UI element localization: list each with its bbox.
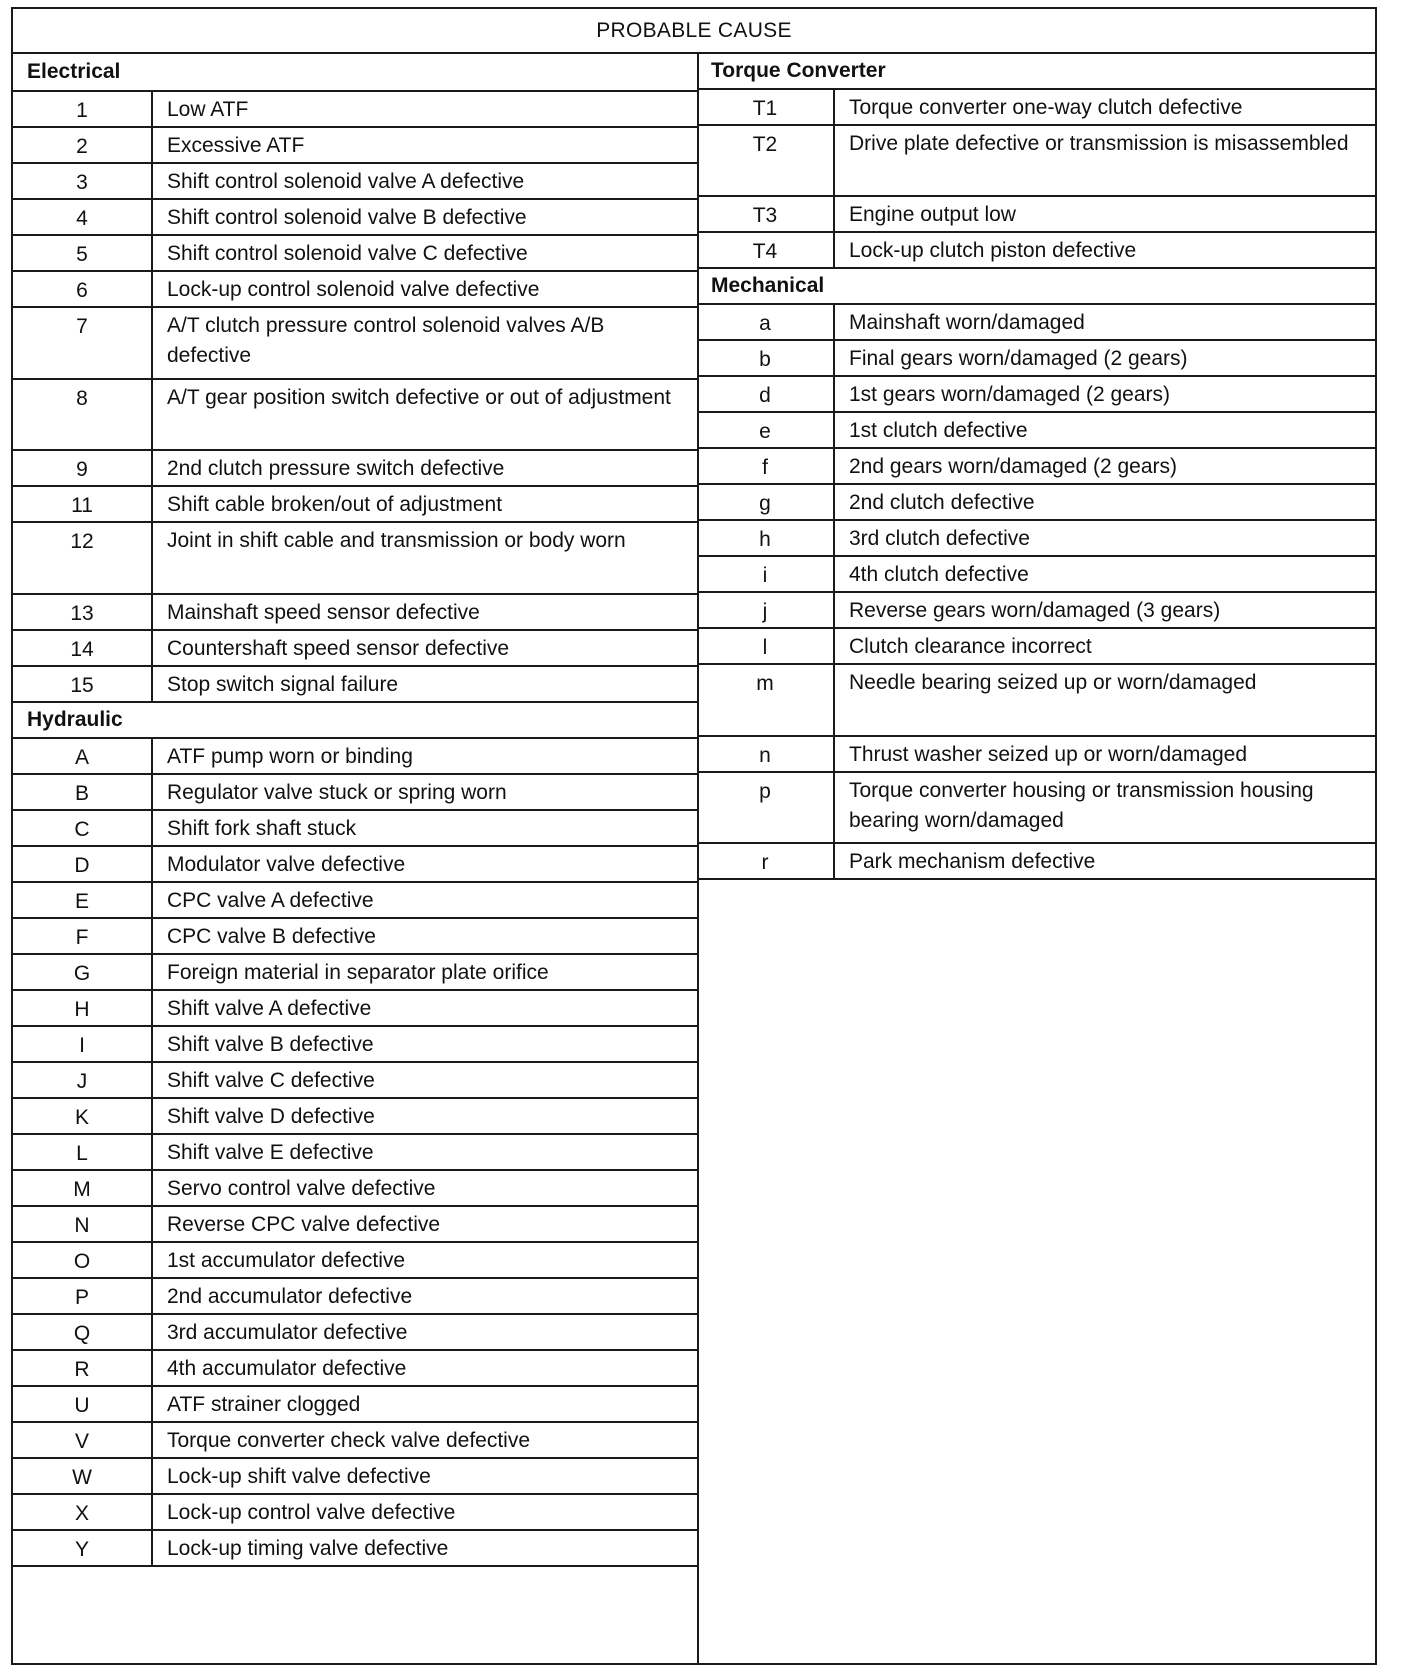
table-row [697,485,1377,521]
cause-code: P [13,1279,153,1313]
table-row [13,883,697,919]
cause-code: L [13,1135,153,1169]
cause-description: A/T gear position switch defective or out of adjustment [167,386,671,409]
cause-code: 4 [13,200,153,234]
table-row [697,521,1377,557]
table-row [13,1243,697,1279]
table-row [13,595,697,631]
cause-code: 5 [13,236,153,270]
cause-code: T2 [697,126,835,195]
table-row [13,631,697,667]
cause-code: X [13,1495,153,1529]
cause-description: Shift valve A defective [167,997,372,1020]
table-row [697,413,1377,449]
table-row [697,449,1377,485]
cause-description: 1st clutch defective [849,419,1028,442]
cause-code: p [697,773,835,842]
cause-code: 1 [13,92,153,126]
cause-code: 8 [13,380,153,449]
cause-description: Modulator valve defective [167,853,406,876]
table-row [13,128,697,164]
cause-description: Mainshaft worn/damaged [849,311,1085,334]
table-row [13,1387,697,1423]
table-row [13,667,697,703]
cause-description: 3rd accumulator defective [167,1321,408,1344]
cause-code: 11 [13,487,153,521]
cause-description: Shift control solenoid valve C defective [167,242,528,265]
cause-description: Shift valve B defective [167,1033,374,1056]
cause-code: D [13,847,153,881]
cause-code: Q [13,1315,153,1349]
cause-description: Torque converter one-way clutch defective [849,96,1243,119]
cause-description: Thrust washer seized up or worn/damaged [849,743,1248,766]
cause-description: ATF strainer clogged [167,1393,361,1416]
table-row [13,236,697,272]
cause-description: Servo control valve defective [167,1177,436,1200]
table-row [13,991,697,1027]
cause-code: l [697,629,835,663]
cause-description: Stop switch signal failure [167,673,399,696]
cause-description: Lock-up clutch piston defective [849,239,1137,262]
table-row [13,1207,697,1243]
cause-code: 14 [13,631,153,665]
cause-code: T3 [697,197,835,231]
cause-description: 2nd gears worn/damaged (2 gears) [849,455,1178,478]
cause-code: G [13,955,153,989]
cause-description: Lock-up control solenoid valve defective [167,278,540,301]
table-title: PROBABLE CAUSE [13,9,1375,54]
table-row [697,90,1377,126]
table-row [13,1531,697,1567]
cause-code: A [13,739,153,773]
table-row [13,739,697,775]
table-row [13,1063,697,1099]
table-row [697,305,1377,341]
cause-description: 2nd clutch pressure switch defective [167,457,505,480]
cause-code: n [697,737,835,771]
table-row [13,1315,697,1351]
section-heading-torque-converter: Torque Converter [697,54,1377,90]
cause-code: 15 [13,667,153,701]
cause-description: Shift valve E defective [167,1141,374,1164]
cause-description: Mainshaft speed sensor defective [167,601,480,624]
table-row [697,557,1377,593]
table-row [13,1495,697,1531]
table-row [13,955,697,991]
cause-description: Reverse CPC valve defective [167,1213,441,1236]
cause-code: Y [13,1531,153,1565]
table-row [13,1423,697,1459]
table-row [13,272,697,308]
left-column [13,54,699,1665]
cause-code: m [697,665,835,735]
table-row [13,164,697,200]
cause-description: 1st gears worn/damaged (2 gears) [849,383,1170,406]
cause-code: U [13,1387,153,1421]
cause-code: 6 [13,272,153,306]
cause-description: Low ATF [167,98,249,121]
cause-description: 4th accumulator defective [167,1357,407,1380]
cause-description: Shift valve D defective [167,1105,375,1128]
table-row [13,92,697,128]
cause-description: Drive plate defective or transmission is misassembled [849,132,1349,155]
cause-code: T1 [697,90,835,124]
cause-description: Shift valve C defective [167,1069,375,1092]
cause-code: N [13,1207,153,1241]
table-row [697,665,1377,737]
cause-description: Torque converter check valve defective [167,1429,531,1452]
cause-code: C [13,811,153,845]
cause-description: Torque converter housing or transmission housing bearing worn/damaged [849,779,1314,832]
cause-code: J [13,1063,153,1097]
table-row [13,487,697,523]
cause-code: i [697,557,835,591]
cause-description: CPC valve B defective [167,925,376,948]
cause-code: W [13,1459,153,1493]
cause-description: Foreign material in separator plate orifice [167,961,549,984]
cause-description: Shift control solenoid valve A defective [167,170,525,193]
table-row [13,1099,697,1135]
table-row [13,919,697,955]
cause-code: 13 [13,595,153,629]
cause-description: Regulator valve stuck or spring worn [167,781,507,804]
section-heading-mechanical: Mechanical [697,269,1377,305]
table-row [13,1135,697,1171]
cause-code: 3 [13,164,153,198]
cause-description: Lock-up control valve defective [167,1501,456,1524]
cause-code: K [13,1099,153,1133]
cause-code: h [697,521,835,555]
table-row [697,773,1377,844]
cause-description: 2nd accumulator defective [167,1285,413,1308]
cause-code: d [697,377,835,411]
probable-cause-table [11,7,1377,1665]
cause-description: Lock-up shift valve defective [167,1465,431,1488]
cause-description: 4th clutch defective [849,563,1029,586]
table-row [13,775,697,811]
section-heading-hydraulic: Hydraulic [13,703,697,739]
cause-description: Lock-up timing valve defective [167,1537,449,1560]
table-row [13,1027,697,1063]
table-row [13,1171,697,1207]
table-row [13,1279,697,1315]
table-row [697,629,1377,665]
section-heading-electrical: Electrical [13,54,697,92]
cause-code: H [13,991,153,1025]
cause-description: Park mechanism defective [849,850,1096,873]
table-row [13,811,697,847]
table-row [697,593,1377,629]
cause-description: Reverse gears worn/damaged (3 gears) [849,599,1221,622]
table-row [697,737,1377,773]
cause-description: 3rd clutch defective [849,527,1030,550]
table-row [697,233,1377,269]
cause-code: g [697,485,835,519]
table-row [697,126,1377,197]
table-row [13,200,697,236]
table-row [13,1351,697,1387]
table-row [13,1459,697,1495]
cause-description: Countershaft speed sensor defective [167,637,510,660]
cause-description: Clutch clearance incorrect [849,635,1092,658]
cause-description: Engine output low [849,203,1016,226]
table-row [13,380,697,451]
table-row [13,847,697,883]
cause-code: r [697,844,835,878]
cause-code: 2 [13,128,153,162]
table-row [697,197,1377,233]
cause-code: j [697,593,835,627]
cause-description: Shift control solenoid valve B defective [167,206,527,229]
cause-description: Excessive ATF [167,134,305,157]
cause-code: E [13,883,153,917]
cause-description: Final gears worn/damaged (2 gears) [849,347,1188,370]
cause-code: M [13,1171,153,1205]
cause-code: T4 [697,233,835,267]
cause-code: 12 [13,523,153,593]
table-row [13,308,697,380]
cause-code: 7 [13,308,153,378]
cause-description: 2nd clutch defective [849,491,1035,514]
cause-description: Joint in shift cable and transmission or body worn [167,529,626,552]
cause-description: ATF pump worn or binding [167,745,413,768]
cause-code: f [697,449,835,483]
cause-code: a [697,305,835,339]
cause-code: b [697,341,835,375]
cause-description: CPC valve A defective [167,889,374,912]
cause-code: R [13,1351,153,1385]
cause-description: Shift fork shaft stuck [167,817,357,840]
cause-description: 1st accumulator defective [167,1249,406,1272]
cause-description: A/T clutch pressure control solenoid valves A/B defective [167,314,605,367]
cause-code: F [13,919,153,953]
cause-code: B [13,775,153,809]
cause-code: 9 [13,451,153,485]
cause-code: V [13,1423,153,1457]
table-row [13,451,697,487]
cause-description: Needle bearing seized up or worn/damaged [849,671,1257,694]
cause-code: I [13,1027,153,1061]
cause-description: Shift cable broken/out of adjustment [167,493,503,516]
table-row [697,341,1377,377]
table-row [13,523,697,595]
table-row [697,844,1377,880]
cause-code: O [13,1243,153,1277]
table-row [697,377,1377,413]
cause-code: e [697,413,835,447]
